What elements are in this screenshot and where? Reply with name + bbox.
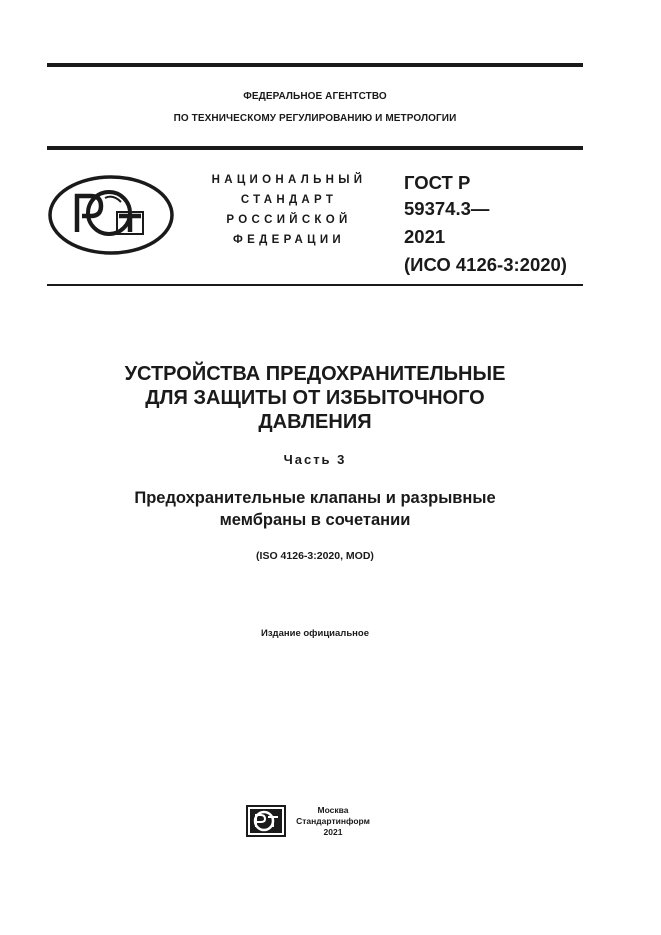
part-label: Часть 3 — [283, 452, 347, 467]
iso-reference: (ISO 4126-3:2020, MOD) — [256, 550, 374, 562]
document-title-line-2: ДЛЯ ЗАЩИТЫ ОТ ИЗБЫТОЧНОГО — [145, 387, 485, 409]
subtitle-line-1: Предохранительные клапаны и разрывные — [134, 489, 496, 507]
gost-r-logo-icon — [47, 174, 175, 256]
agency-line-1: ФЕДЕРАЛЬНОЕ АГЕНТСТВО — [243, 91, 387, 102]
designation-line-2: 59374.3— — [404, 198, 490, 219]
header-rule — [47, 146, 583, 150]
publisher-name: Стандартинформ — [296, 816, 370, 826]
designation-line-1: ГОСТ Р — [404, 172, 471, 193]
agency-line-2: ПО ТЕХНИЧЕСКОМУ РЕГУЛИРОВАНИЮ И МЕТРОЛОГИИ — [173, 113, 457, 124]
edition-label: Издание официальное — [261, 628, 369, 639]
national-standard-line-1: НАЦИОНАЛЬНЫЙ — [211, 174, 367, 186]
top-rule — [47, 63, 583, 67]
national-standard-line-3: РОССИЙСКОЙ — [226, 214, 352, 226]
standartinform-logo-icon — [246, 805, 286, 837]
document-title-line-1: УСТРОЙСТВА ПРЕДОХРАНИТЕЛЬНЫЕ — [124, 363, 506, 385]
national-standard-line-4: ФЕДЕРАЦИИ — [233, 234, 345, 246]
subtitle-line-2: мембраны в сочетании — [219, 511, 411, 529]
publisher-city: Москва — [317, 805, 349, 815]
document-title-line-3: ДАВЛЕНИЯ — [258, 411, 372, 433]
national-standard-line-2: СТАНДАРТ — [240, 194, 338, 206]
designation-line-3: 2021 — [404, 226, 446, 247]
designation-rule — [47, 284, 583, 286]
publisher-year: 2021 — [323, 827, 343, 837]
designation-line-4: (ИСО 4126-3:2020) — [404, 254, 567, 275]
